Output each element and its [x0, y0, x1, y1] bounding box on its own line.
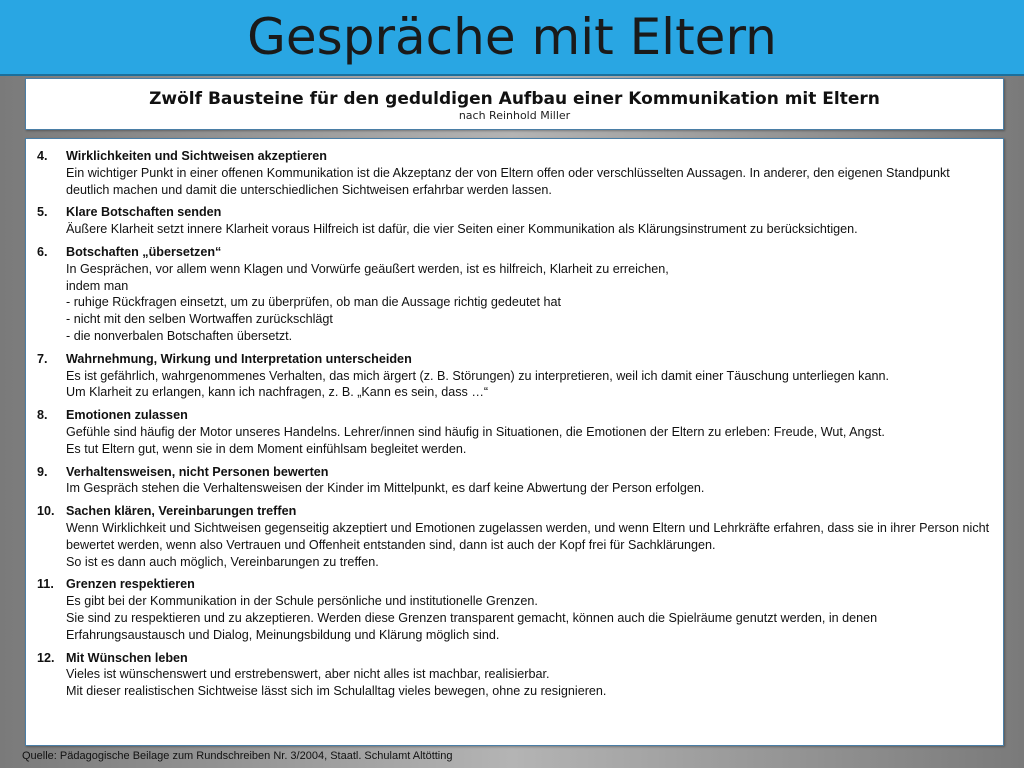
item-text: Gefühle sind häufig der Motor unseres Handelns. Lehrer/innen sind häufig in Situationen, die Emotionen der Eltern zu erleben: Freude, Wut, Angst.	[66, 424, 885, 439]
item-body	[66, 204, 1003, 238]
item-heading: Botschaften „übersetzen“	[66, 244, 222, 259]
item-body	[66, 407, 1003, 457]
list-item	[26, 503, 1003, 570]
item-text: Es ist gefährlich, wahrgenommenes Verhalten, das mich ärgert (z. B. Störungen) zu interpretieren, weil ich damit einer Täuschung unterliegen kann.	[66, 368, 889, 383]
content-box	[25, 138, 1004, 746]
item-text: Im Gespräch stehen die Verhaltensweisen der Kinder im Mittelpunkt, es darf keine Abwertung der Person erfolgen.	[66, 481, 705, 496]
item-text: - ruhige Rückfragen einsetzt, um zu überprüfen, ob man die Aussage richtig gedeutet hat	[66, 295, 561, 310]
list-item	[26, 204, 1003, 238]
item-heading: Sachen klären, Vereinbarungen treffen	[66, 504, 297, 519]
item-body	[66, 244, 1003, 345]
item-number: 4.	[37, 149, 48, 163]
item-number: 6.	[37, 244, 48, 259]
subtitle-source: nach Reinhold Miller	[458, 109, 571, 122]
item-body	[66, 503, 1003, 570]
item-number: 11.	[37, 577, 54, 592]
item-body	[66, 148, 1003, 198]
source-footer: Quelle: Pädagogische Beilage zum Rundschreiben Nr. 3/2004, Staatl. Schulamt Altötting	[22, 750, 453, 762]
list-item	[26, 351, 1003, 401]
item-body	[66, 576, 1003, 643]
list-item	[26, 148, 1003, 198]
item-text: So ist es dann auch möglich, Vereinbarungen zu treffen.	[66, 554, 379, 569]
item-text: - nicht mit den selben Wortwaffen zurückschlägt	[66, 312, 333, 327]
item-heading: Mit Wünschen leben	[66, 650, 188, 665]
item-text: indem man	[66, 278, 129, 293]
slide-title: Gespräche mit Eltern	[247, 8, 777, 66]
item-heading: Wahrnehmung, Wirkung und Interpretation unterscheiden	[66, 351, 412, 366]
item-number: 5.	[37, 205, 48, 220]
subtitle-box	[25, 78, 1004, 130]
item-text: Um Klarheit zu erlangen, kann ich nachfragen, z. B. „Kann es sein, dass …“	[66, 385, 489, 400]
item-text: Wenn Wirklichkeit und Sichtweisen gegenseitig akzeptiert und Emotionen zugelassen werden, und wenn Eltern und Lehrkräfte erfahren, dass sie in ihrer Person nicht bewertet werden, wenn also Vertrauen und Offenheit entstanden sind, dann ist auch der Kopf frei für Sachklärungen.	[66, 520, 990, 552]
item-text: In Gesprächen, vor allem wenn Klagen und Vorwürfe geäußert werden, ist es hilfreich, Klarheit zu erreichen,	[66, 261, 669, 276]
item-text: Äußere Klarheit setzt innere Klarheit voraus Hilfreich ist dafür, die vier Seiten einer Kommunikation als Klärungsinstrument zu berücksichtigen.	[66, 222, 858, 237]
slide-subtitle: Zwölf Bausteine für den geduldigen Aufbau einer Kommunikation mit Eltern	[149, 89, 880, 109]
list-item	[26, 244, 1003, 345]
building-blocks-list	[26, 139, 1003, 700]
item-text: Es gibt bei der Kommunikation in der Schule persönliche und institutionelle Grenzen.	[66, 594, 538, 609]
item-body	[66, 351, 1003, 401]
item-heading: Klare Botschaften senden	[66, 205, 222, 220]
title-bar	[0, 0, 1024, 76]
item-text: Vieles ist wünschenswert und erstrebenswert, aber nicht alles ist machbar, realisierbar.	[66, 667, 550, 682]
item-number: 7.	[37, 351, 48, 366]
item-heading: Grenzen respektieren	[66, 577, 195, 592]
list-item	[26, 650, 1003, 700]
item-heading: Emotionen zulassen	[66, 408, 188, 423]
item-heading: Wirklichkeiten und Sichtweisen akzeptieren	[66, 149, 327, 163]
item-number: 10.	[37, 504, 55, 519]
list-item	[26, 407, 1003, 457]
item-text: Mit dieser realistischen Sichtweise lässt sich im Schulalltag vieles bewegen, ohne zu resignieren.	[66, 684, 607, 699]
item-text: Ein wichtiger Punkt in einer offenen Kommunikation ist die Akzeptanz der von Eltern offen oder verschlüsselten Aussagen. In anderer, den eigenen Standpunkt deutlich machen und damit die unterschiedlichen Sichtweisen erfahrbar werden lassen.	[66, 165, 950, 197]
item-number: 9.	[37, 464, 48, 479]
item-text: Es tut Eltern gut, wenn sie in dem Moment einfühlsam begleitet werden.	[66, 441, 467, 456]
item-text: Sie sind zu respektieren und zu akzeptieren. Werden diese Grenzen transparent gemacht, können auch die Spielräume genutzt werden, in denen Erfahrungsaustausch und Dialog, Meinungsbildung und Klärung möglich sind.	[66, 610, 878, 642]
item-number: 8.	[37, 408, 48, 423]
list-item	[26, 576, 1003, 643]
item-body	[66, 464, 1003, 498]
item-heading: Verhaltensweisen, nicht Personen bewerten	[66, 464, 329, 479]
item-body	[66, 650, 1003, 700]
item-text: - die nonverbalen Botschaften übersetzt.	[66, 328, 293, 343]
list-item	[26, 464, 1003, 498]
item-number: 12.	[37, 650, 55, 665]
